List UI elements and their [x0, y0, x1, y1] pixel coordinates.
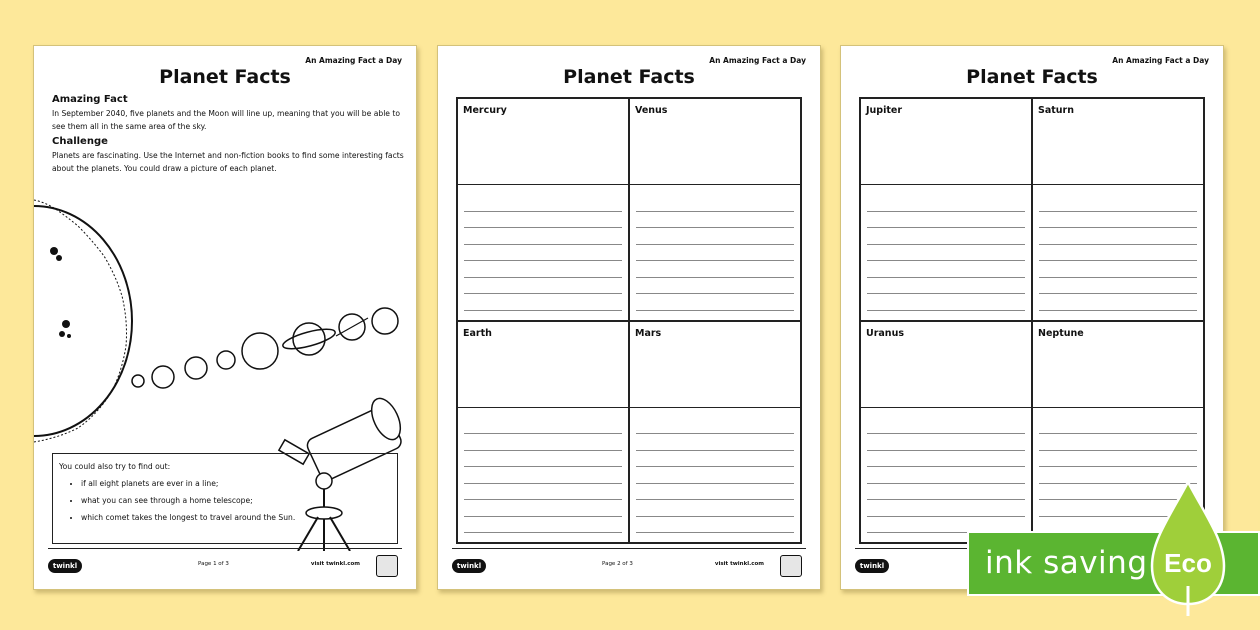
writing-lines: [1039, 195, 1197, 311]
worksheet-page-1: [33, 45, 417, 590]
eco-label: Eco: [1164, 548, 1212, 578]
planet-name: Earth: [463, 327, 492, 339]
visit-link: visit twinkl.com: [310, 561, 360, 567]
box-item: • if all eight planets are ever in a line;: [81, 475, 391, 492]
page-number: Page 2 of 3: [602, 561, 633, 567]
planet-name: Jupiter: [866, 105, 903, 116]
box-item: • what you can see through a home telescope;: [81, 492, 391, 509]
planet-name: Venus: [635, 105, 668, 116]
page-title: Planet Facts: [563, 66, 695, 88]
page-number: Page 1 of 3: [198, 561, 229, 567]
page-title: Planet Facts: [159, 66, 291, 88]
quality-badge-icon: [376, 555, 398, 577]
twinkl-logo: twinkl: [452, 559, 486, 573]
fact-text: In September 2040, five planets and the Moon will line up, meaning that you will be able to see them all in the same area of the sky.: [52, 109, 401, 131]
eco-leaf-icon: [1148, 482, 1228, 616]
worksheet-page-2: [437, 45, 821, 590]
header-tag: An Amazing Fact a Day: [305, 56, 402, 65]
writing-lines: [464, 195, 622, 311]
planet-name: Mercury: [463, 105, 507, 116]
planet-grid: [859, 97, 1205, 544]
planet-cell-mercury: [457, 98, 629, 321]
fact-heading: Amazing Fact: [52, 94, 128, 105]
twinkl-logo: twinkl: [855, 559, 889, 573]
planet-cell-earth: [457, 321, 629, 544]
planet-name: Uranus: [866, 327, 904, 339]
writing-lines: [636, 418, 794, 534]
twinkl-logo: twinkl: [48, 559, 82, 573]
writing-lines: [867, 418, 1025, 534]
planet-cell-venus: [629, 98, 801, 321]
page-footer: [452, 548, 806, 589]
quality-badge-icon: [780, 555, 802, 577]
challenge-text: Planets are fascinating. Use the Internet and non-fiction books to find some interesting facts about the planets. You could draw a picture of each planet.: [52, 151, 404, 173]
planet-name: Mars: [635, 327, 662, 339]
extension-box: [52, 453, 398, 544]
box-list: [59, 475, 391, 526]
planet-name: Neptune: [1038, 327, 1084, 339]
ink-saving-label: ink saving: [985, 545, 1148, 581]
challenge-heading: Challenge: [52, 136, 108, 147]
writing-lines: [867, 195, 1025, 311]
writing-lines: [464, 418, 622, 534]
header-tag: An Amazing Fact a Day: [709, 56, 806, 65]
planet-cell-jupiter: [860, 98, 1032, 321]
planet-cell-saturn: [1032, 98, 1204, 321]
box-intro: You could also try to find out:: [59, 462, 171, 471]
planet-cell-uranus: [860, 321, 1032, 544]
box-item: • which comet takes the longest to travel around the Sun.: [81, 509, 391, 526]
header-tag: An Amazing Fact a Day: [1112, 56, 1209, 65]
page-footer: [48, 548, 402, 589]
planet-cell-mars: [629, 321, 801, 544]
planet-name: Saturn: [1038, 105, 1075, 116]
planet-grid: [456, 97, 802, 544]
visit-link: visit twinkl.com: [714, 561, 764, 567]
writing-lines: [636, 195, 794, 311]
page-title: Planet Facts: [966, 66, 1098, 88]
